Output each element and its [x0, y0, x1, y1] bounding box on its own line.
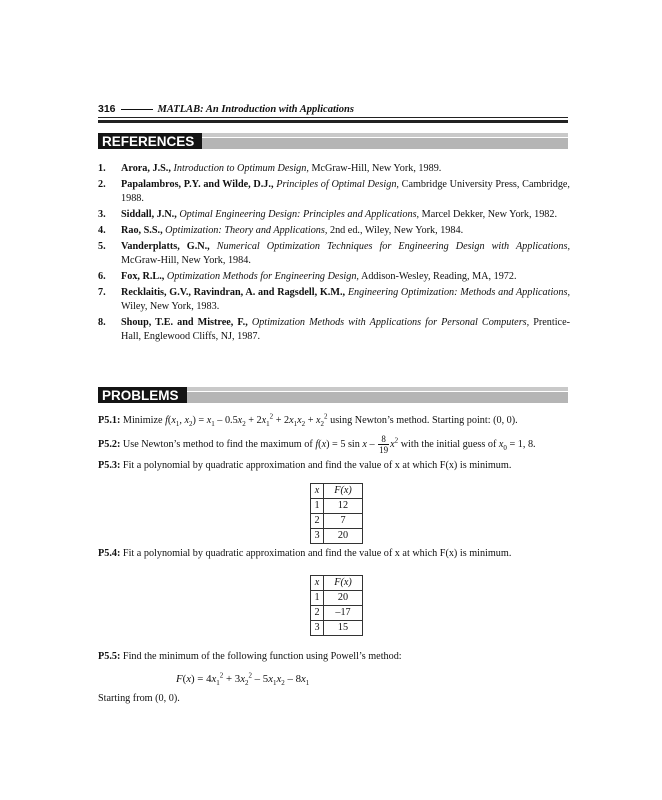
problem-text: Use Newton’s method to find the maximum of: [122, 438, 313, 450]
reference-number: 8.: [98, 317, 106, 328]
running-title: MATLAB: An Introduction with Applications: [157, 103, 354, 115]
reference-publisher: Marcel Dekker, New York, 1982.: [419, 209, 558, 220]
data-table-p5-4: [310, 575, 363, 636]
references-heading: REFERENCES: [98, 133, 202, 149]
data-table-p5-3: [310, 483, 363, 544]
problem-text: Fit a polynomial by quadratic approximation and find the value of x at which F(x) is minimum.: [122, 460, 512, 471]
reference-title: Optimal Engineering Design: Principles and Applications,: [179, 209, 420, 220]
initial-guess-value: 1, 8.: [517, 438, 536, 450]
problem-list: [98, 411, 570, 706]
problem-text: Find the minimum of the following function using Powell’s method:: [122, 651, 402, 662]
cell-fx: 15: [324, 621, 363, 636]
table-row: [311, 529, 363, 544]
reference-publisher: Cambridge University Press, Cambridge, 1988.: [121, 179, 570, 204]
reference-publisher: Addison-Wesley, Reading, MA, 1972.: [358, 271, 517, 282]
cell-fx: 20: [324, 529, 363, 544]
problems-heading: PROBLEMS: [98, 387, 187, 403]
problem-id: P5.3:: [98, 460, 121, 471]
running-head: [98, 103, 568, 115]
table-header-row: [311, 484, 363, 499]
cell-x: 3: [311, 621, 324, 636]
column-header-x: x: [311, 484, 324, 499]
reference-number: 5.: [98, 241, 106, 252]
reference-item: [98, 316, 570, 344]
problem-text: Fit a polynomial by quadratic approximation and find the value of x at which F(x) is minimum.: [122, 548, 512, 559]
problem-id: P5.5:: [98, 651, 121, 662]
fraction: [378, 434, 389, 455]
initial-guess: $x_0 = 1$, 8.: [498, 438, 536, 452]
cell-fx: 7: [324, 514, 363, 529]
table-row: [311, 621, 363, 636]
reference-title: Optimization Methods with Applications for Personal Computers,: [251, 317, 530, 328]
problem-id: P5.1:: [98, 415, 121, 426]
reference-number: 6.: [98, 271, 106, 282]
table-row: [311, 499, 363, 514]
header-dash: [121, 109, 153, 110]
references-heading-bar: [98, 133, 568, 149]
problem-equation: $f(x_1$, $x_2) = x_1 - 0.5x_2 + 2x_1^2 + 2x_1x_2 + x_2^2$: [165, 412, 328, 429]
reference-item: [98, 178, 570, 206]
column-header-fx: F(x): [324, 576, 363, 591]
header-rule-thick: [98, 120, 568, 123]
powell-function-equation: $F(x) = 4x_1^2 + 3x_2^2 - 5x_1x_2 - 8x_1$: [176, 671, 310, 688]
problem-text: Minimize: [122, 415, 163, 426]
reference-publisher: McGraw-Hill, New York, 1989.: [308, 163, 442, 174]
reference-authors: Papalambros, P.Y. and Wilde, D.J.,: [121, 179, 274, 190]
reference-item: [98, 208, 570, 222]
problem-id: P5.2:: [98, 438, 121, 450]
cell-fx: –17: [324, 606, 363, 621]
starting-point-text: Starting from (0, 0).: [98, 693, 180, 704]
reference-item: [98, 224, 570, 238]
problem-id: P5.4:: [98, 548, 121, 559]
fraction-denominator: 19: [379, 445, 389, 455]
reference-item: [98, 162, 570, 176]
problem-p5-1: [98, 414, 570, 428]
column-header-fx: F(x): [324, 484, 363, 499]
reference-authors: Rao, S.S.,: [121, 225, 163, 236]
reference-title: Engineering Optimization: Methods and Applications,: [347, 287, 570, 298]
reference-authors: Recklaitis, G.V., Ravindran, A. and Ragsdell, K.M.,: [121, 287, 346, 298]
reference-list: [98, 162, 570, 346]
reference-item: [98, 270, 570, 284]
problems-heading-bar: [98, 387, 568, 403]
problem-equation: f(x) = 5 sin x –: [315, 438, 375, 450]
problem-p5-5: [98, 650, 570, 664]
reference-authors: Vanderplatts, G.N.,: [121, 241, 210, 252]
reference-number: 4.: [98, 225, 106, 236]
cell-fx: 12: [324, 499, 363, 514]
reference-publisher: Wiley, New York, 1983.: [121, 301, 220, 312]
reference-number: 1.: [98, 163, 106, 174]
problem-p5-2: P5.2: Use Newton’s method to find the maximum of f(x) = 5 sin x – $\frac{8}{19}$ $x^2$ with the initial guess of $x_0 = 1$, 8.: [98, 434, 536, 455]
reference-number: 2.: [98, 179, 106, 190]
reference-title: Introduction to Optimum Design,: [173, 163, 309, 174]
problem-text: with the initial guess of: [400, 438, 497, 450]
fraction-numerator: 8: [378, 434, 389, 445]
reference-publisher: Prentice-Hall, Englewood Cliffs, NJ, 1987.: [121, 317, 570, 342]
reference-authors: Siddall, J.N.,: [121, 209, 177, 220]
reference-authors: Shoup, T.E. and Mistree, F.,: [121, 317, 248, 328]
table-row: [311, 591, 363, 606]
problem-p5-4: [98, 547, 570, 561]
problem-p5-3: [98, 459, 570, 473]
reference-item: [98, 286, 570, 314]
cell-x: 1: [311, 591, 324, 606]
cell-x: 2: [311, 514, 324, 529]
reference-title: Optimization: Theory and Applications,: [165, 225, 328, 236]
reference-number: 7.: [98, 287, 106, 298]
reference-authors: Arora, J.S.,: [121, 163, 171, 174]
header-rule-thin: [98, 117, 568, 118]
problem-text: using Newton’s method. Starting point: (0, 0).: [330, 415, 518, 426]
column-header-x: x: [311, 576, 324, 591]
cell-x: 3: [311, 529, 324, 544]
cell-x: 1: [311, 499, 324, 514]
reference-title: Principles of Optimal Design,: [276, 179, 399, 190]
cell-fx: 20: [324, 591, 363, 606]
cell-x: 2: [311, 606, 324, 621]
reference-number: 3.: [98, 209, 106, 220]
page-number: 316: [98, 103, 116, 115]
reference-title: Numerical Optimization Techniques for Engineering Design with Applications,: [216, 241, 571, 252]
reference-publisher: McGraw-Hill, New York, 1984.: [121, 255, 251, 266]
reference-item: [98, 240, 570, 268]
reference-title: Optimization Methods for Engineering Design,: [166, 271, 359, 282]
table-row: [311, 514, 363, 529]
reference-authors: Fox, R.L.,: [121, 271, 165, 282]
reference-publisher: 2nd ed., Wiley, New York, 1984.: [327, 225, 464, 236]
table-row: [311, 606, 363, 621]
table-header-row: [311, 576, 363, 591]
